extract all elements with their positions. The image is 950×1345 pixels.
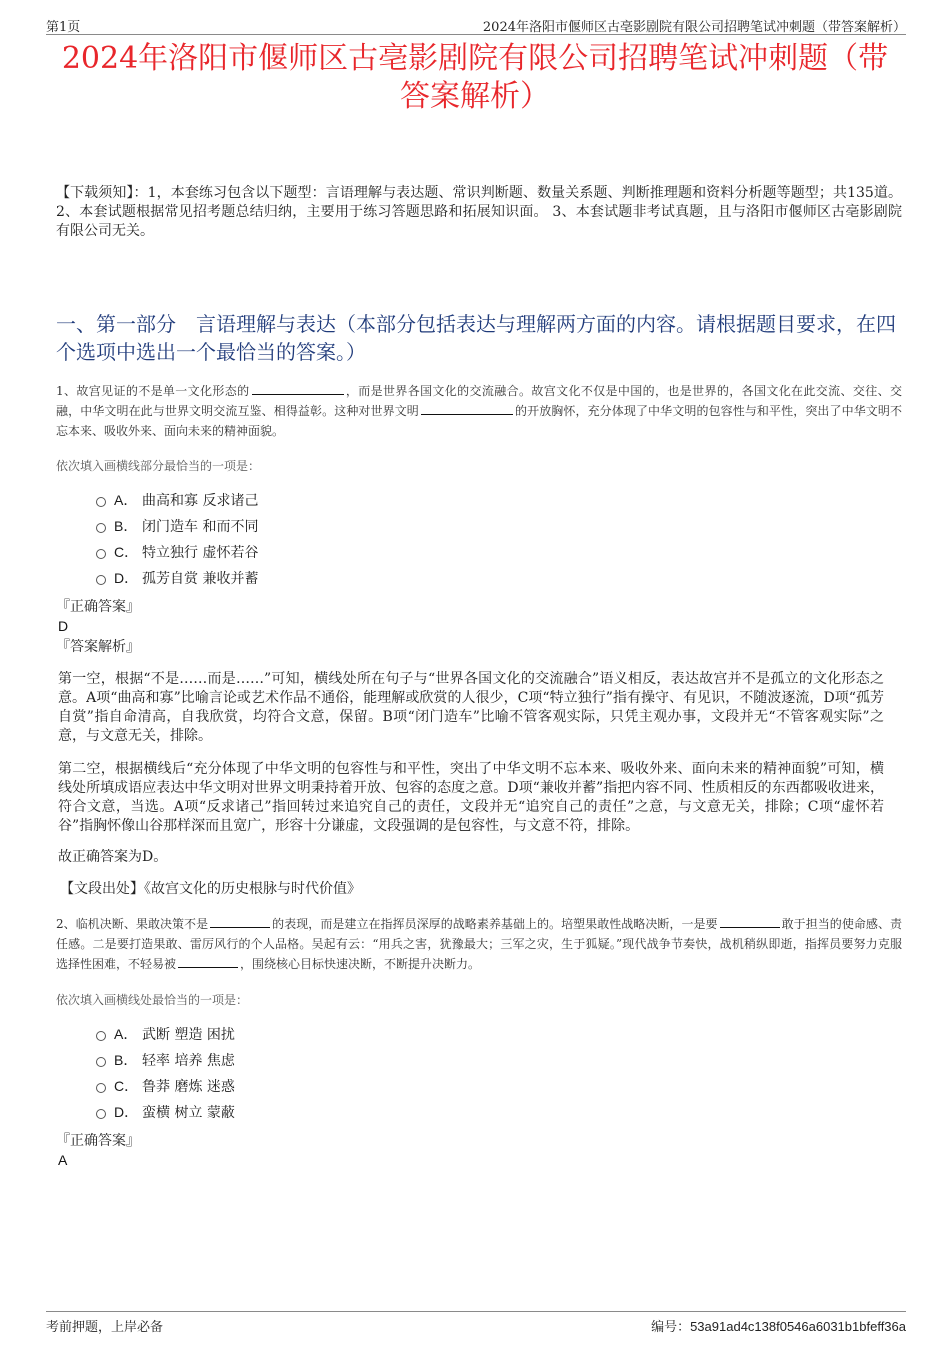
radio-button[interactable]	[96, 523, 106, 533]
footer-slogan: 考前押题，上岸必备	[46, 1320, 164, 1335]
q1-analysis-conclusion: 故正确答案为D。	[58, 849, 168, 865]
radio-button[interactable]	[96, 1083, 106, 1093]
q1-answer: D	[58, 618, 69, 634]
q1-option-c[interactable]: C． 特立独行 虚怀若谷	[96, 542, 258, 563]
fill-blank	[178, 955, 238, 968]
q1-source: 【文段出处】《故宫文化的历史根脉与时代价值》	[60, 881, 361, 897]
radio-button[interactable]	[96, 1031, 106, 1041]
q1-analysis-paragraph-2: 第二空，根据横线后“充分体现了中华文明的包容性与和平性，突出了中华文明不忘本来、吸收外来、面向未来的精神面貌”可知，横线处所填成语应表达中华文明对世界文明秉持着开放、包容的态度之意。D项“兼收并蓄”指把内容不同、性质相反的东西都吸收进来，符合文意，当选。A项“反求诸己”指回转过来追究自己的责任，文段并无“追究自己的责任”之意，与文意无关，排除；C项“虚怀若谷”指胸怀像山谷那样深而且宽广，形容十分谦虚，文段强调的是包容性，与文意不符，排除。	[58, 761, 884, 834]
fill-blank	[421, 402, 513, 415]
question-1-instruction: 依次填入画横线部分最恰当的一项是：	[56, 459, 261, 473]
q1-option-d[interactable]: D． 孤芳自赏 兼收并蓄	[96, 568, 258, 589]
q2-answer: A	[58, 1152, 68, 1168]
radio-button[interactable]	[96, 1057, 106, 1067]
radio-button[interactable]	[96, 575, 106, 585]
footer-code: 编号：53a91ad4c138f0546a6031b1bfeff36a	[651, 1319, 906, 1335]
q2-answer-label: 『正确答案』	[56, 1133, 140, 1149]
section-heading: 一、第一部分 言语理解与表达（本部分包括表达与理解两方面的内容。请根据题目要求，在四个选项中选出一个最恰当的答案。）	[56, 312, 896, 364]
q1-answer-label: 『正确答案』	[56, 599, 140, 615]
q2-option-a[interactable]: A． 武断 塑造 困扰	[96, 1024, 235, 1045]
document-title: 2024年洛阳市偃师区古亳影剧院有限公司招聘笔试冲刺题（带答案解析）	[61, 41, 889, 114]
fill-blank	[720, 915, 780, 928]
question-2-instruction: 依次填入画横线处最恰当的一项是：	[56, 993, 249, 1007]
fill-blank	[210, 915, 270, 928]
fill-blank	[252, 382, 344, 395]
q1-option-a[interactable]: A． 曲高和寡 反求诸己	[96, 490, 258, 511]
radio-button[interactable]	[96, 497, 106, 507]
q1-analysis-paragraph-1: 第一空，根据“不是……而是……”可知，横线处所在句子与“世界各国文化的交流融合”语义相反，表达故宫并不是孤立的文化形态之意。A项“曲高和寡”比喻言论或艺术作品不通俗，能理解或欣赏的人很少，C项“特立独行”指有操守、有见识，不随波逐流，D项“孤芳自赏”指自命清高，自我欣赏，均符合文意，保留。B项“闭门造车”比喻不管客观实际，只凭主观办事，文段并无“不管客观实际”之意，与文意无关，排除。	[58, 671, 884, 744]
q2-option-c[interactable]: C． 鲁莽 磨炼 迷惑	[96, 1076, 235, 1097]
page-number: 第1页	[46, 20, 81, 35]
header-doc-title: 2024年洛阳市偃师区古亳影剧院有限公司招聘笔试冲刺题（带答案解析）	[482, 20, 906, 35]
q2-option-d[interactable]: D． 蛮横 树立 蒙蔽	[96, 1102, 235, 1123]
radio-button[interactable]	[96, 549, 106, 559]
q2-option-b[interactable]: B． 轻率 培养 焦虑	[96, 1050, 235, 1071]
question-2-text: 2、临机决断、果敢决策不是 的表现，而是建立在指挥员深厚的战略素养基础上的。培塑果敢性战略决断，一是要 敢于担当的使命感、责任感。二是要打造果敢、雷厉风行的个人品格。吴起有云：“用兵之害，犹豫最大；三军之灾，生于狐疑。”现代战争节奏快，战机稍纵即逝，指挥员要努力克服选择性困难，不轻易被 ，围绕核心目标快速决断，不断提升决断力。	[56, 917, 902, 971]
question-1-text: 1、故宫见证的不是单一文化形态的 ，而是世界各国文化的交流融合。故宫文化不仅是中国的，也是世界的，各国文化在此交流、交往、交融，中华文明在此与世界文明交流互鉴、相得益彰。这种对世界文明 的开放胸怀，充分体现了中华文明的包容性与和平性，突出了中华文明不忘本来、吸收外来、面向未来的精神面貌。	[56, 384, 902, 438]
q1-option-b[interactable]: B． 闭门造车 和而不同	[96, 516, 258, 537]
download-notice: 【下载须知】：1，本套练习包含以下题型：言语理解与表达题、常识判断题、数量关系题、判断推理题和资料分析题等题型；共135道。 2、本套试题根据常见招考题总结归纳，主要用于练习答题思路和拓展知识面。 3、本套试题非考试真题，且与洛阳市偃师区古亳影剧院有限公司无关。	[56, 185, 902, 239]
radio-button[interactable]	[96, 1109, 106, 1119]
document-code: 53a91ad4c138f0546a6031b1bfeff36a	[690, 1319, 906, 1334]
page-header	[46, 14, 906, 35]
q1-analysis-label: 『答案解析』	[56, 639, 140, 655]
page-footer	[46, 1311, 906, 1338]
